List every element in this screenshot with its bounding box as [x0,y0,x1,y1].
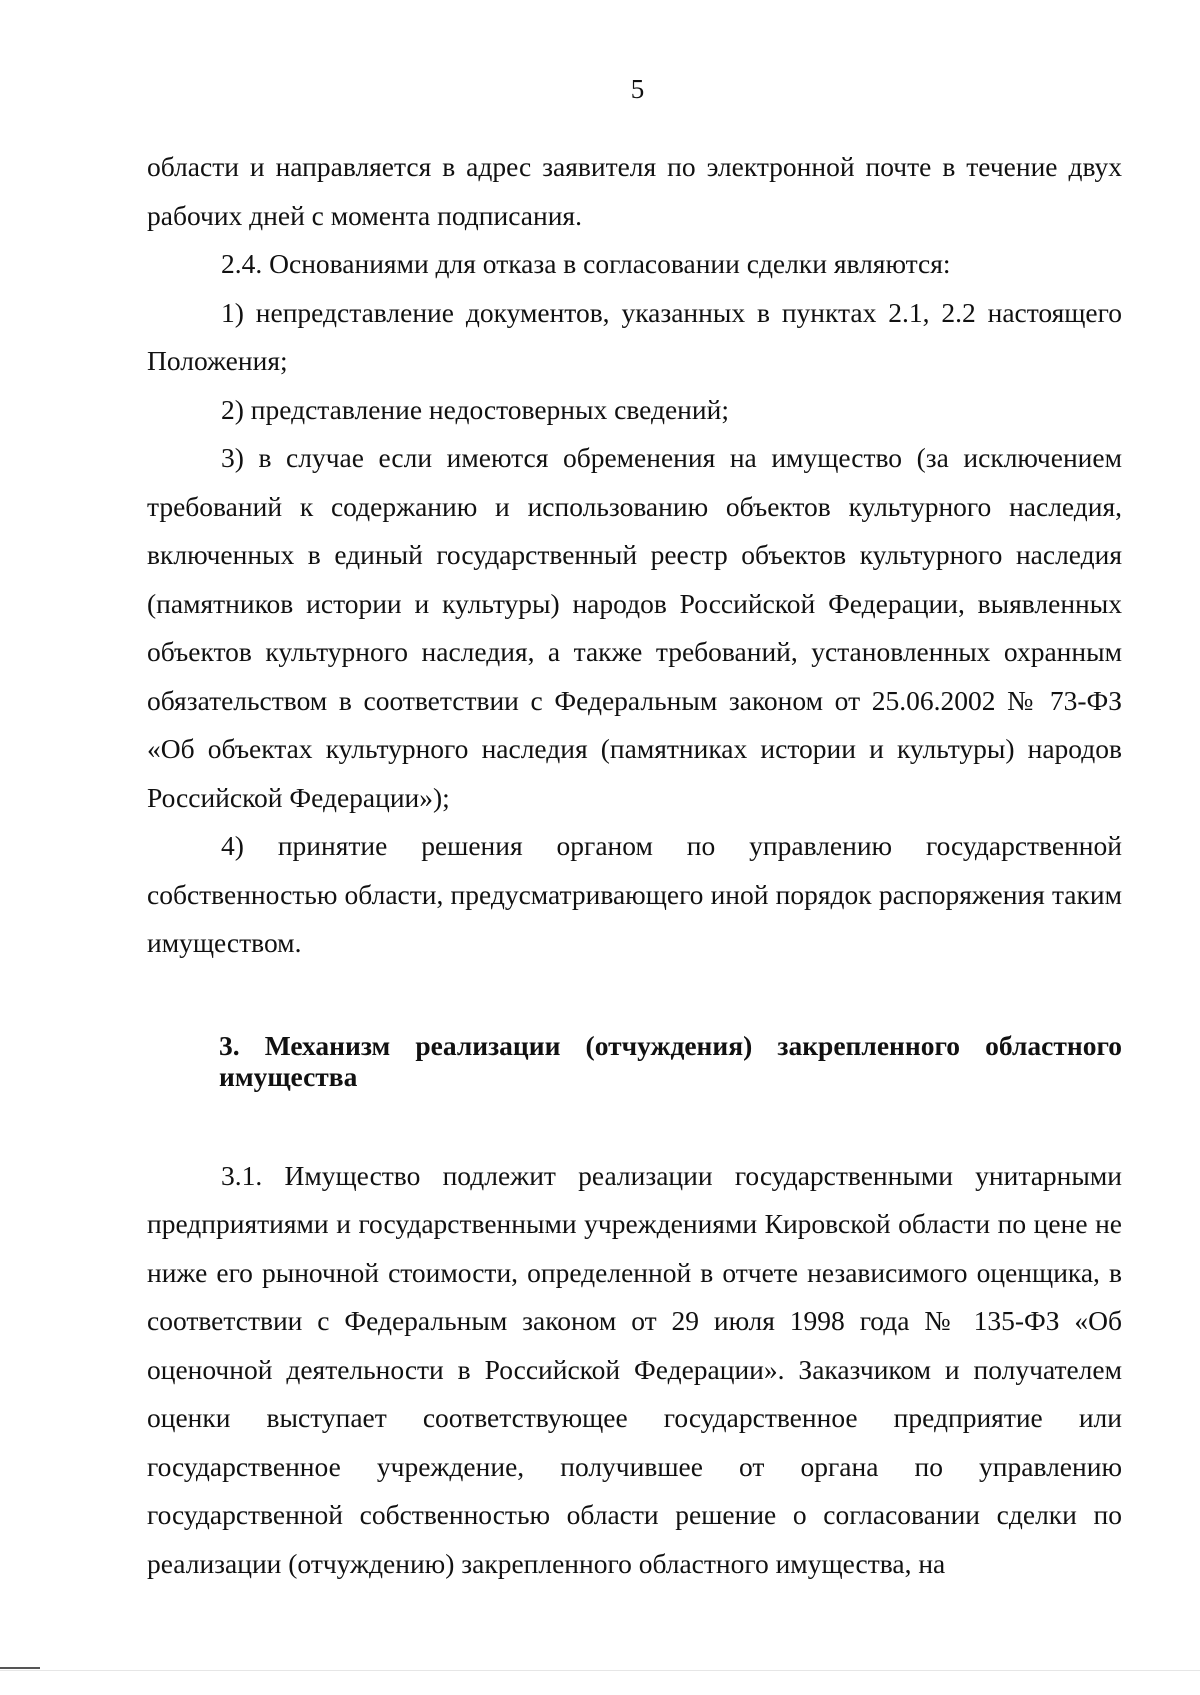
section-heading-3: 3. Механизм реализации (отчуждения) закрепленного областного имущества [219,1029,1122,1092]
scan-bottom-line [0,1670,1200,1671]
list-item-2: 2) представление недостоверных сведений; [221,393,729,425]
page-number: 5 [630,74,645,104]
list-item-1: 1) непредставление документов, указанных в пунктах 2.1, 2.2 настоящего Положения; [147,296,1122,376]
paragraph-continuation: области и направляется в адрес заявителя по электронной почте в течение двух рабочих дней с момента подписания. [147,151,1122,231]
document-body [147,143,1122,1588]
scan-edge-mark [0,1667,40,1669]
list-item-3: 3) в случае если имеются обременения на имущество (за исключением требований к содержанию и использованию объектов культурного наследия, включенных в единый государственный реестр объектов культурного наследия (памятников истории и культуры) народов Российской Федерации, выявленных объектов культурного наследия, а также требований, установленных охранным обязательством в соответствии с Федеральным законом от 25.06.2002 № 73-ФЗ «Об объектах культурного наследия (памятниках истории и культуры) народов Российской Федерации»); [147,442,1122,813]
list-item-4: 4) принятие решения органом по управлению государственной собственностью области, предусматривающего иной порядок распоряжения таким имуществом. [147,830,1122,958]
paragraph-2-4: 2.4. Основаниями для отказа в согласовании сделки являются: [221,248,951,279]
paragraph-3-1: 3.1. Имущество подлежит реализации государственными унитарными предприятиями и государственными учреждениями Кировской области по цене не ниже его рыночной стоимости, определенной в отчете независимого оценщика, в соответствии с Федеральным законом от 29 июля 1998 года № 135-ФЗ «Об оценочной деятельности в Российской Федерации». Заказчиком и получателем оценки выступает соответствующее государственное предприятие или государственное учреждение, получившее от органа по управлению государственной собственностью области решение о согласовании сделки по реализации (отчуждению) закрепленного областного имущества, на [147,1159,1122,1579]
